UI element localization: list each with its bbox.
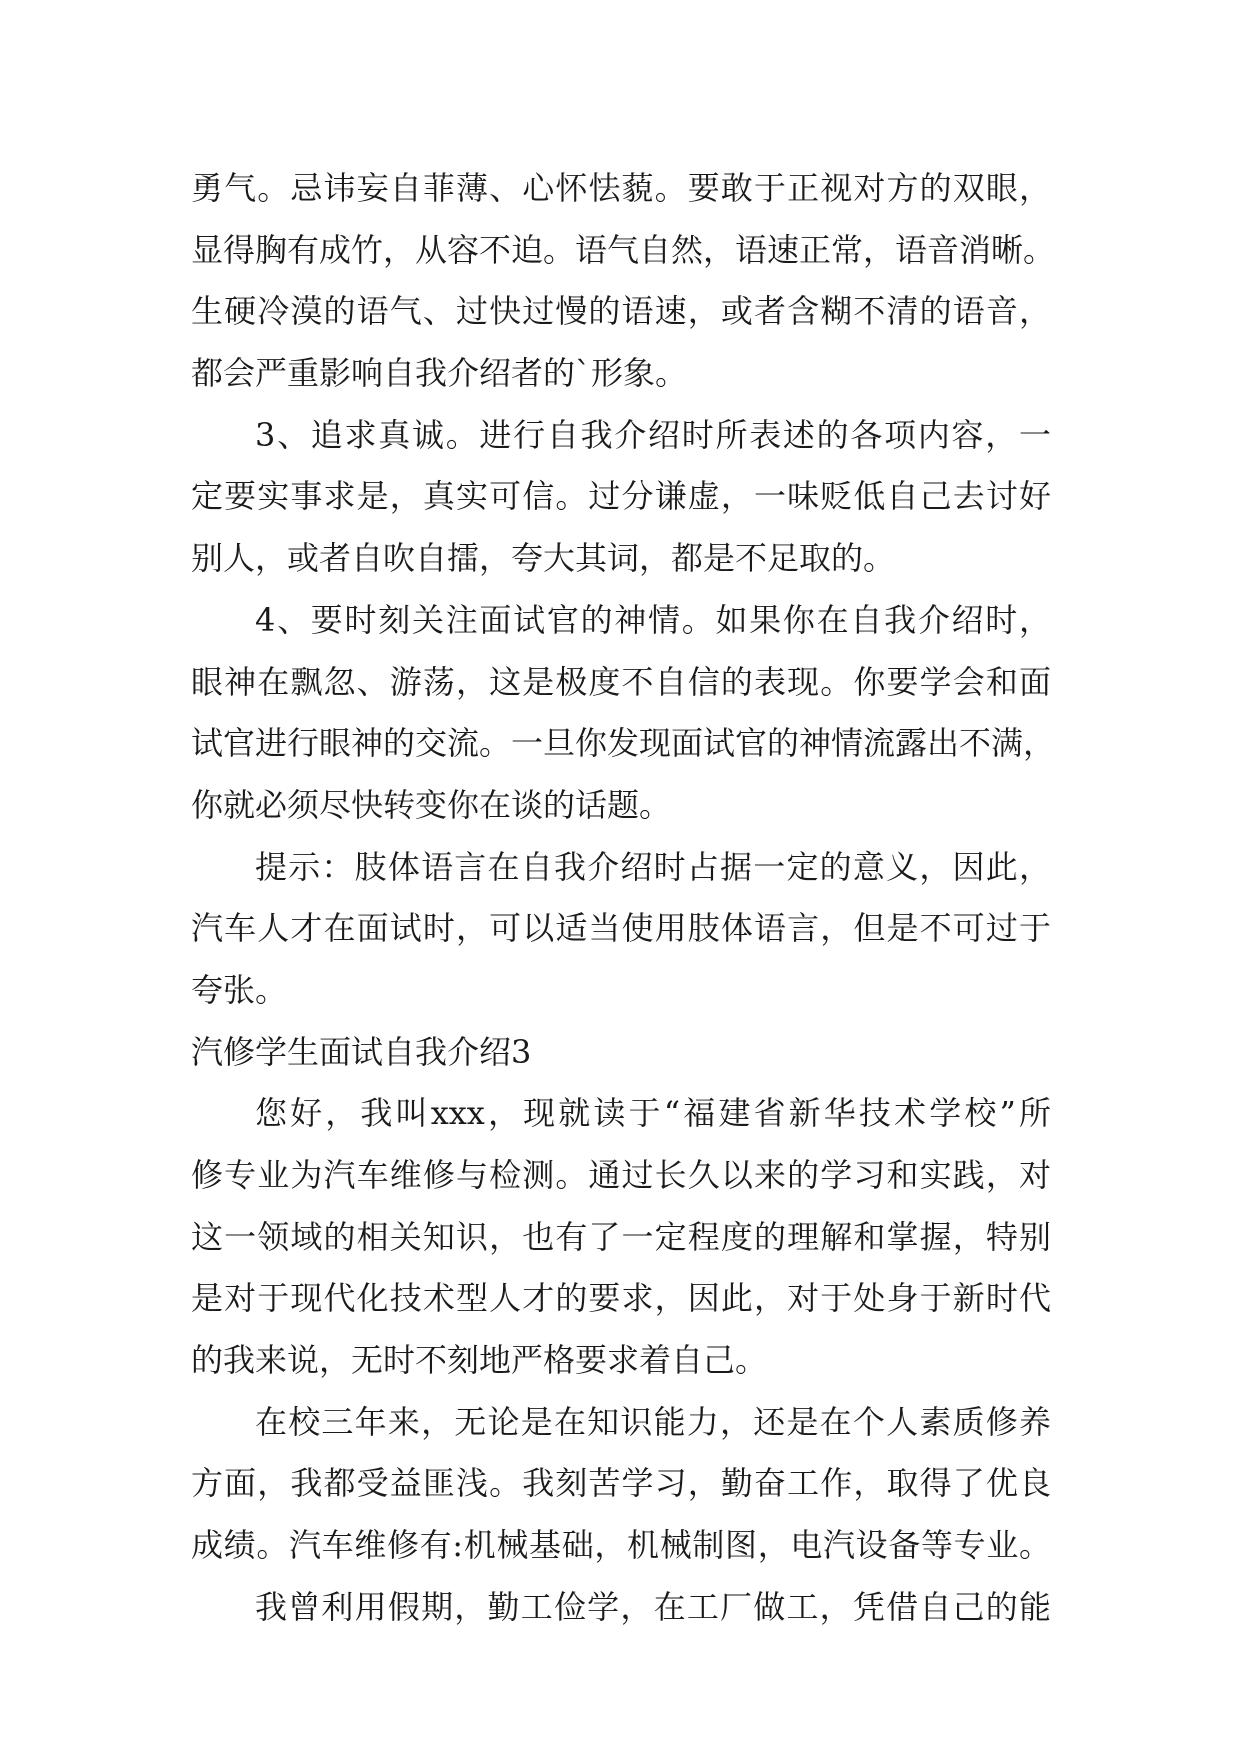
text-line: 成绩。汽车维修有:机械基础，机械制图，电汽设备等专业。 xyxy=(191,1526,1051,1565)
text-line: 提示：肢体语言在自我介绍时占据一定的意义，因此， xyxy=(255,847,1051,886)
text-line: 你就必须尽快转变你在谈的话题。 xyxy=(191,785,672,824)
text-line: 是对于现代化技术型人才的要求，因此，对于处身于新时代 xyxy=(191,1279,1051,1318)
text-line: 方面，我都受益匪浅。我刻苦学习，勤奋工作，取得了优良 xyxy=(191,1464,1051,1503)
text-line: 3、追求真诚。进行自我介绍时所表述的各项内容，一 xyxy=(255,415,1051,454)
document-body xyxy=(191,158,1056,1639)
text-line: 在校三年来，无论是在知识能力，还是在个人素质修养 xyxy=(255,1402,1051,1441)
text-line: 修专业为汽车维修与检测。通过长久以来的学习和实践，对 xyxy=(191,1156,1051,1194)
section-heading: 汽修学生面试自我介绍3 xyxy=(191,1032,532,1071)
text-line: 您好，我叫xxx，现就读于“福建省新华技术学校”所 xyxy=(255,1094,1051,1133)
text-line: 的我来说，无时不刻地严格要求着自己。 xyxy=(191,1341,768,1380)
text-line: 生硬冷漠的语气、过快过慢的语速，或者含糊不清的语音， xyxy=(191,292,1051,331)
text-line: 汽车人才在面试时，可以适当使用肢体语言，但是不可过于 xyxy=(191,909,1051,948)
text-line: 别人，或者自吹自擂，夸大其词，都是不足取的。 xyxy=(191,539,896,578)
text-line: 4、要时刻关注面试官的神情。如果你在自我介绍时， xyxy=(255,600,1051,639)
text-line: 我曾利用假期，勤工俭学，在工厂做工，凭借自己的能 xyxy=(255,1587,1051,1626)
text-line: 这一领域的相关知识，也有了一定程度的理解和掌握，特别 xyxy=(191,1217,1051,1256)
text-line: 试官进行眼神的交流。一旦你发现面试官的神情流露出不满， xyxy=(191,724,1056,763)
text-line: 都会严重影响自我介绍者的`形象。 xyxy=(191,354,688,393)
text-line: 定要实事求是，真实可信。过分谦虚，一味贬低自己去讨好 xyxy=(191,477,1051,516)
text-line: 显得胸有成竹，从容不迫。语气自然，语速正常，语音消晰。 xyxy=(191,230,1056,269)
text-line: 眼神在飘忽、游荡，这是极度不自信的表现。你要学会和面 xyxy=(191,662,1051,701)
text-line: 夸张。 xyxy=(191,970,288,1009)
text-line: 勇气。忌讳妄自菲薄、心怀怯藐。要敢于正视对方的双眼， xyxy=(191,169,1051,207)
